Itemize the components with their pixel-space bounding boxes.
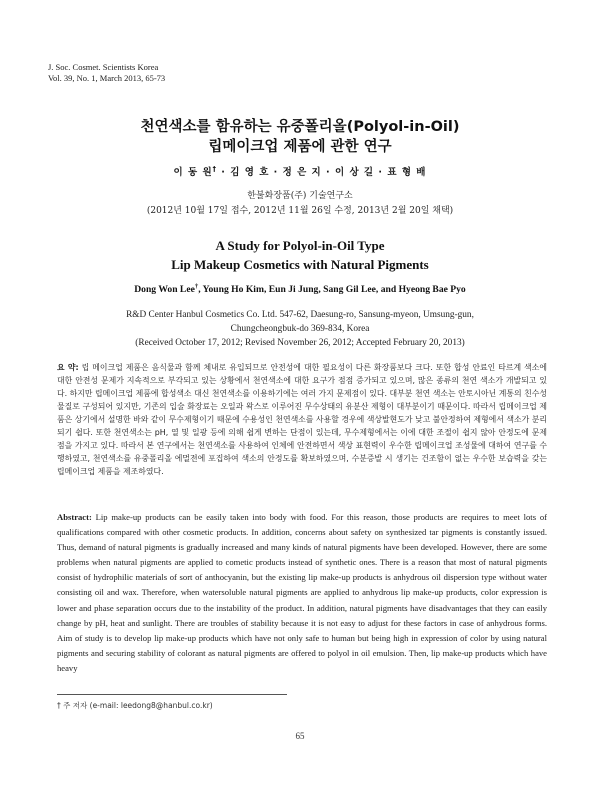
korean-abstract-label: 요 약: xyxy=(57,363,79,372)
english-title xyxy=(0,236,600,274)
korean-other-authors: · 김 영 호 · 정 은 지 · 이 상 길 · 표 형 배 xyxy=(217,167,427,178)
english-first-author: Dong Won Lee xyxy=(134,284,195,296)
korean-title-line-1: 천연색소를 함유하는 유중폴리올(Polyol-in-Oil) xyxy=(140,119,460,135)
footnote: † 주 저자 (e-mail: leedong8@hanbul.co.kr) xyxy=(57,701,213,710)
english-abstract-text: Lip make-up products can be easily taken into body with food. For this reason, those products are requires to meet lots of qualifications compared with other cosmetic products. In addition, concerns about safety on synthesized tar pigments is constantly issued. Thus, demand of natural pigments is gradually increased and many kinds of natural pigments have been developed. However, there are some problems when natural pigments are applied to cometic products instead of synthetic ones. There is a reason that most of natural pigments consist of hydrophilic materials of sort of anthocyanin, but the existing lip make-up products is anhydrous oil dispersion type without water consisting oil and wax. Therefore, when watersoluble natural pigments are applied to anhydrous lip make-up products, color expression is lower and phase separation occurs due to the instability of the product. In addition, natural pigments have disadvantages that they can easily change by pH, heat and sunlight. There are troubles of stability because it is not easy to adjust for these factors in case of anhydrous forms. Aim of study is to develop lip make-up products which have not only safe to human but being high in expression of color by using natural pigments and securing stability of colorant as natural pigments are offered to polyol in oil emulsion. Then, lip make-up products which have heavy xyxy=(57,512,547,673)
english-title-line-1: A Study for Polyol-in-Oil Type xyxy=(215,238,385,253)
korean-affiliation xyxy=(0,189,600,219)
journal-name: J. Soc. Cosmet. Scientists Korea xyxy=(48,62,159,72)
korean-authors xyxy=(0,164,600,178)
page-number: 65 xyxy=(295,731,305,741)
korean-affiliation-name: 한불화장품(주) 기술연구소 xyxy=(247,191,353,201)
english-affiliation-line-2: Chungcheongbuk-do 369-834, Korea xyxy=(230,324,370,334)
english-corresponding-mark: † xyxy=(194,283,199,290)
english-abstract xyxy=(57,510,547,676)
journal-volume: Vol. 39, No. 1, March 2013, 65-73 xyxy=(48,73,166,83)
english-affiliation-line-1: R&D Center Hanbul Cosmetics Co. Ltd. 547-62, Daesung-ro, Sansung-myeon, Umsung-gun, xyxy=(126,310,474,320)
english-dates: (Received October 17, 2012; Revised November 26, 2012; Accepted February 20, 2013) xyxy=(135,338,465,348)
korean-abstract xyxy=(57,362,547,479)
english-other-authors: , Young Ho Kim, Eun Ji Jung, Sang Gil Lee, and Hyeong Bae Pyo xyxy=(198,284,466,296)
korean-title-line-2: 립메이크업 제품에 관한 연구 xyxy=(208,139,392,155)
journal-citation xyxy=(48,62,165,84)
korean-title xyxy=(0,117,600,157)
footnote-divider xyxy=(57,694,287,695)
english-title-line-2: Lip Makeup Cosmetics with Natural Pigments xyxy=(171,257,429,272)
corresponding-mark: † xyxy=(212,164,217,173)
korean-first-author: 이 동 원 xyxy=(173,167,213,178)
english-authors xyxy=(0,283,600,295)
korean-dates: (2012년 10월 17일 접수, 2012년 11월 26일 수정, 2013년 2월 20일 채택) xyxy=(146,206,454,216)
english-abstract-label: Abstract: xyxy=(57,512,92,522)
korean-abstract-text: 립 메이크업 제품은 음식물과 함께 체내로 유입되므로 안전성에 대한 필요성이 다른 화장품보다 크다. 또한 합성 안료인 타르계 색소에 대한 안전성 문제가 지속적으로 부각되고 있는 상황에서 천연색소에 대한 요구가 점점 증가되고 있으며, 많은 종류의 천연 색소가 개발되고 있다. 하지만 립메이크업 제품에 합성색소 대신 천연색소를 이용하기에는 여러 가지 문제점이 있다. 대부분 천연 색소는 안토시아닌 계통의 친수성 물질로 구성되어 있지만, 기존의 입술 화장료는 오일과 왁스로 이루어진 무수상태의 유분산 제형이 대부분이기 때문이다. 따라서 립메이크업 제품은 상기에서 설명한 바와 같이 무수제형이기 때문에 수용성인 천연색소를 사용할 경우에 색상발현도가 낮고 불안정하여 제형에서 색소가 분리되기 쉽다. 또한 천연색소는 pH, 열 및 일광 등에 의해 쉽게 변하는 단점이 있는데, 무수제형에서는 이에 대한 조절이 쉽지 않아 안정도에 문제점을 가지고 있다. 따라서 본 연구에서는 천연색소를 사용하여 인체에 안전하면서 색상 표현력이 우수한 립메이크업 조성물에 대하여 연구를 수행하였고, 천연색소를 유중폴리올 에멀젼에 포집하여 색소의 안정도를 확보하였으며, 수분증발 시 생기는 건조함이 없는 우수한 보습력을 갖는 립메이크업 제품을 제조하였다. xyxy=(57,363,547,476)
english-affiliation xyxy=(60,308,540,350)
